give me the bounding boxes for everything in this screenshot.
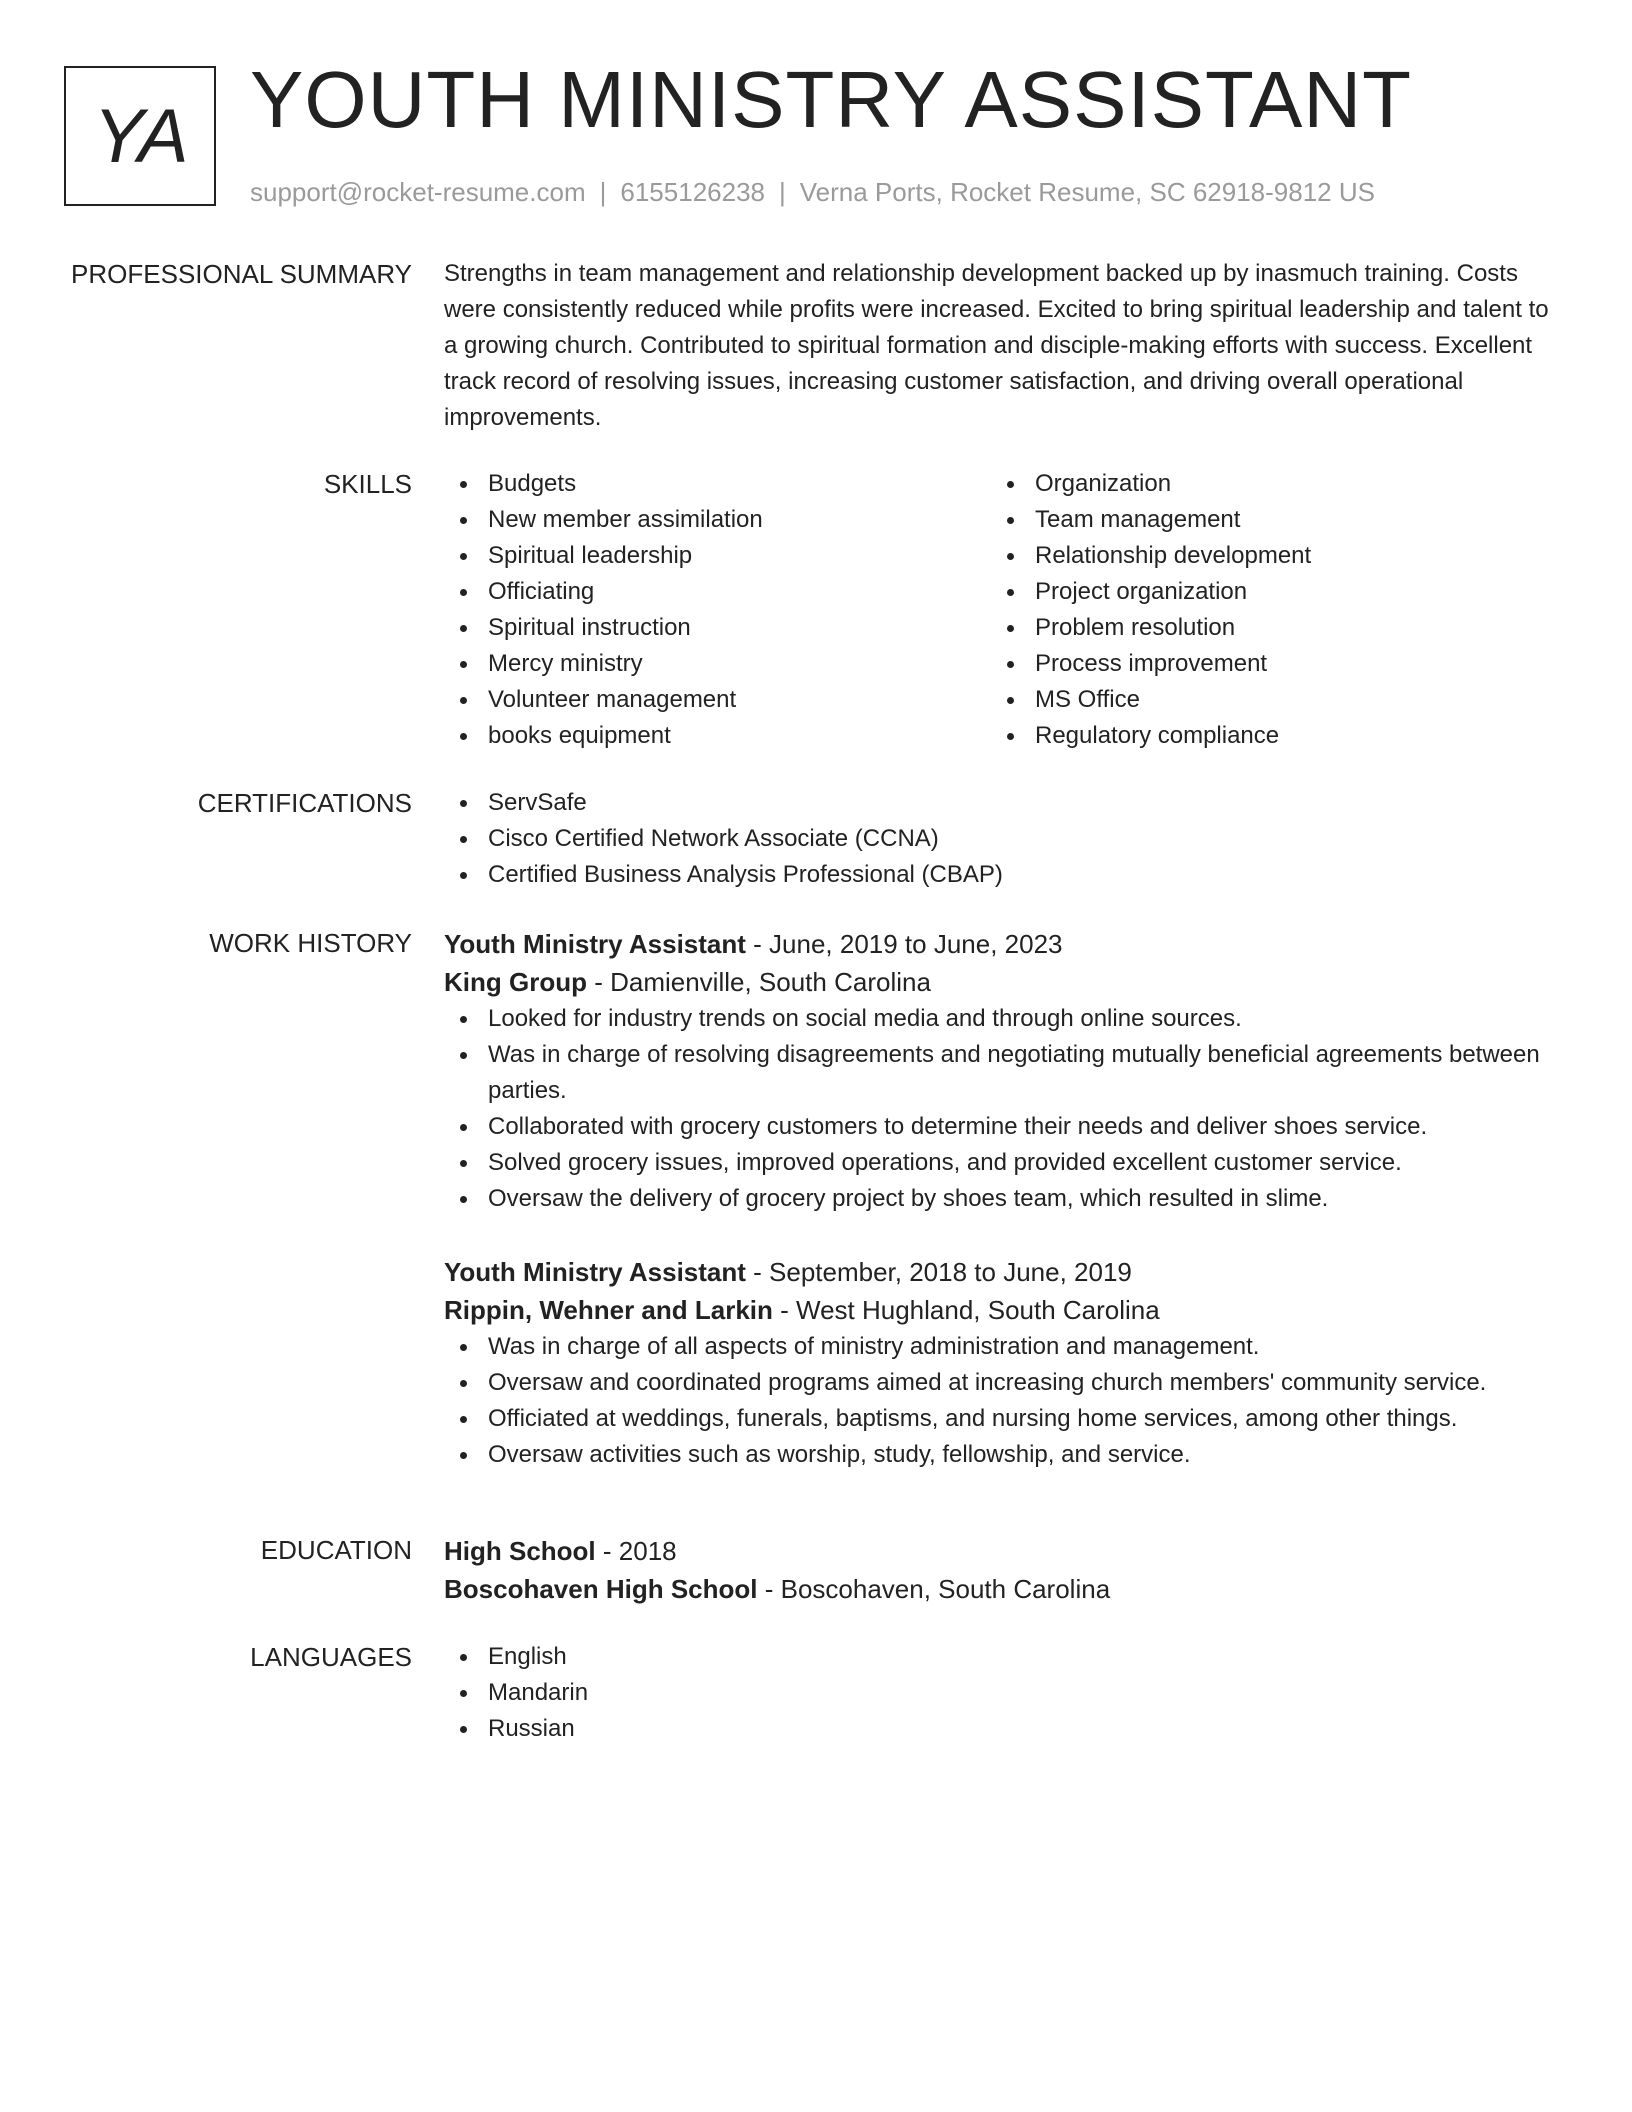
skill-item: Relationship development xyxy=(991,538,1538,574)
work-history-content xyxy=(444,925,1558,1473)
languages-content xyxy=(444,1639,1558,1747)
job-bullet: Oversaw and coordinated programs aimed at increasing church members' community service. xyxy=(444,1365,1558,1401)
job-company: Rippin, Wehner and Larkin xyxy=(444,1295,773,1325)
certification-item: Cisco Certified Network Associate (CCNA) xyxy=(444,821,1558,857)
language-item: English xyxy=(444,1639,1558,1675)
job-title-line xyxy=(444,925,1558,963)
section-label-summary: PROFESSIONAL SUMMARY xyxy=(71,259,412,289)
certification-item: Certified Business Analysis Professional (CBAP) xyxy=(444,857,1558,893)
certification-item: ServSafe xyxy=(444,785,1558,821)
skill-item: Spiritual instruction xyxy=(444,610,991,646)
skill-item: Budgets xyxy=(444,466,991,502)
job-title: Youth Ministry Assistant xyxy=(444,1257,746,1287)
skill-item: books equipment xyxy=(444,718,991,754)
job-company: King Group xyxy=(444,967,587,997)
skill-item: Volunteer management xyxy=(444,682,991,718)
education-school: Boscohaven High School xyxy=(444,1574,758,1604)
skill-item: Project organization xyxy=(991,574,1538,610)
section-label-work-history: WORK HISTORY xyxy=(209,928,412,958)
education-location: - Boscohaven, South Carolina xyxy=(757,1574,1111,1604)
job-dates: - September, 2018 to June, 2019 xyxy=(745,1257,1132,1287)
summary-content xyxy=(444,256,1558,436)
job-bullet: Oversaw activities such as worship, study, fellowship, and service. xyxy=(444,1437,1558,1473)
skills-list-right xyxy=(991,466,1538,754)
language-item: Mandarin xyxy=(444,1675,1558,1711)
job-bullet: Solved grocery issues, improved operations, and provided excellent customer service. xyxy=(444,1145,1558,1181)
skill-item: Regulatory compliance xyxy=(991,718,1538,754)
contact-address: Verna Ports, Rocket Resume, SC 62918-9812 US xyxy=(799,177,1375,207)
section-label-education: EDUCATION xyxy=(260,1535,412,1565)
job-company-line xyxy=(444,1291,1558,1329)
certifications-content xyxy=(444,785,1558,893)
job-entry xyxy=(444,925,1558,1217)
job-dates: - June, 2019 to June, 2023 xyxy=(745,929,1063,959)
skill-item: Process improvement xyxy=(991,646,1538,682)
page-title: YOUTH MINISTRY ASSISTANT xyxy=(250,55,1412,144)
education-content xyxy=(444,1532,1558,1608)
skill-item: New member assimilation xyxy=(444,502,991,538)
skill-item: Mercy ministry xyxy=(444,646,991,682)
job-company-line xyxy=(444,963,1558,1001)
job-title-line xyxy=(444,1253,1558,1291)
section-label-certifications: CERTIFICATIONS xyxy=(197,788,412,818)
summary-text: Strengths in team management and relationship development backed up by inasmuch training. Costs were consistently reduced while profits were increased. Excited to bring spiritual leadership and talent to a growing church. Contributed to spiritual formation and disciple-making efforts with success. Excellent track record of resolving issues, increasing customer satisfaction, and driving overall operational improvements. xyxy=(444,260,1549,431)
education-degree: High School xyxy=(444,1536,596,1566)
contact-email: support@rocket-resume.com xyxy=(250,177,586,207)
certifications-list xyxy=(444,785,1558,893)
job-entry xyxy=(444,1253,1558,1473)
section-label-languages: LANGUAGES xyxy=(250,1642,412,1672)
education-year: - 2018 xyxy=(595,1536,677,1566)
skill-item: Officiating xyxy=(444,574,991,610)
skill-item: Team management xyxy=(991,502,1538,538)
skill-item: Spiritual leadership xyxy=(444,538,991,574)
contact-phone: 6155126238 xyxy=(620,177,765,207)
job-bullet: Oversaw the delivery of grocery project by shoes team, which resulted in slime. xyxy=(444,1181,1558,1217)
skills-list-left xyxy=(444,466,991,754)
job-bullet: Was in charge of all aspects of ministry administration and management. xyxy=(444,1329,1558,1365)
job-title: Youth Ministry Assistant xyxy=(444,929,746,959)
contact-separator: | xyxy=(599,177,607,207)
language-item: Russian xyxy=(444,1711,1558,1747)
job-bullets xyxy=(444,1329,1558,1473)
contact-line xyxy=(250,174,1375,210)
job-bullet: Was in charge of resolving disagreements and negotiating mutually beneficial agreements between parties. xyxy=(444,1037,1558,1109)
job-location: - West Hughland, South Carolina xyxy=(772,1295,1160,1325)
section-label-skills: SKILLS xyxy=(323,469,412,499)
education-school-line xyxy=(444,1570,1558,1608)
job-bullet: Looked for industry trends on social media and through online sources. xyxy=(444,1001,1558,1037)
contact-separator: | xyxy=(779,177,786,207)
job-bullets xyxy=(444,1001,1558,1217)
job-location: - Damienville, South Carolina xyxy=(586,967,931,997)
education-degree-line xyxy=(444,1532,1558,1570)
skill-item: Problem resolution xyxy=(991,610,1538,646)
skills-columns xyxy=(444,466,1558,754)
job-bullet: Officiated at weddings, funerals, baptisms, and nursing home services, among other things. xyxy=(444,1401,1558,1437)
monogram-badge: YA xyxy=(64,66,216,206)
job-bullet: Collaborated with grocery customers to determine their needs and deliver shoes service. xyxy=(444,1109,1558,1145)
skill-item: MS Office xyxy=(991,682,1538,718)
skill-item: Organization xyxy=(991,466,1538,502)
languages-list xyxy=(444,1639,1558,1747)
